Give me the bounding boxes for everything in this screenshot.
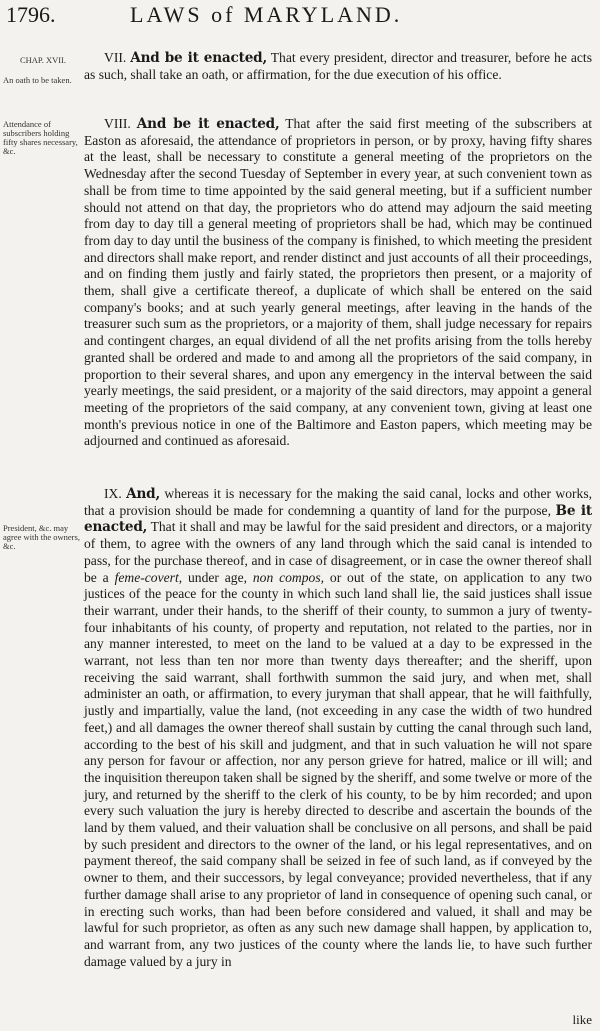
page-year: 1796. bbox=[6, 2, 56, 27]
section-7-text: That every president, director and treasurer, before he acts as such, shall take an oath, or affirmation, for the due execution of his office. bbox=[84, 50, 592, 82]
section-8-text: That after the said first meeting of the subscribers at Easton as aforesaid, the attendance of proprietors in person, or by proxy, having fifty shares at the least, shall be necessary to constitute a general meeting of the proprietors on the Wednesday after the second Tuesday of September in every year, at such convenient town as shall be from time to time appointed by the said general meeting, but if a sufficient number should not attend on that day, the proprietors who do attend may adjourn the said meeting from day to day till a general meeting of proprietors shall be had, which may be continued from day to day until the business of the company is finished, to which meeting the president and directors shall make report, and render distinct and just accounts of all their proceedings, and on finding them justly and fairly stated, the proprietors then present, or a majority of them, shall give a certificate thereof, a duplicate of which shall be entered on the said company's books; and at such yearly general meetings, after leaving in the hands of the treasurer such sum as the proprietors, or a majority of them, shall judge necessary for repairs and contingent charges, an equal dividend of all the net profits arising from the tolls hereby granted shall be ordered and made to and among all the proprietors of the said company, in proportion to their several shares, and upon any emergency in the interval between the said yearly meetings, the said president, or a majority of the said directors, may appoint a general meeting of the proprietors of the said company, at any convenient town, giving at least one month's previous notice in one of the Baltimore and Easton papers, which meeting may be adjourned and continued as aforesaid. bbox=[84, 116, 593, 449]
section-9-text-a: whereas it is necessary for the making the said canal, locks and other works, that a provision should be made for condemning a quantity of land for the purpose, bbox=[84, 486, 593, 518]
section-9-lead: And, bbox=[126, 486, 161, 502]
section-7-enacting-clause: And be it enacted, bbox=[130, 50, 267, 66]
section-9-text-c: under age, bbox=[187, 569, 248, 585]
margin-note-oath: An oath to be taken. bbox=[3, 75, 72, 85]
catchword: like bbox=[572, 1012, 592, 1027]
section-9-non-compos: non compos, bbox=[252, 569, 325, 585]
section-9 bbox=[84, 486, 592, 970]
section-8-number: VIII. bbox=[104, 116, 131, 131]
page-header bbox=[0, 2, 600, 32]
margin-note-agree: President, &c. may agree with the owners, &c. bbox=[3, 523, 80, 551]
page-title: LAWS of MARYLAND. bbox=[130, 2, 403, 27]
margin-note-chapter: CHAP. XVII. bbox=[19, 55, 67, 65]
margin-note-attendance: Attendance of subscribers holding fifty shares necessary, &c. bbox=[3, 119, 78, 156]
section-9-text-d: or out of the state, on application to any two justices of the peace for the county in which such land shall lie, the said justices shall issue their warrant, under their hands, to the sheriff of their county, to summon a jury of twenty-four inhabitants of his county, of property and reputation, not related to the parties, nor in any manner interested, to meet on the land to be valued at a day to be expressed in the warrant, not less than ten nor more than twenty days thereafter; and the sheriff, upon receiving the said warrant, shall forthwith summon the said jury, and when met, shall administer an oath, or affirmation, to every juryman that shall appear, that he will faithfully, justly and impartially, value the land, (not exceeding in any case the width of two hundred feet,) and all damages the owner thereof shall sustain by cutting the canal through such land, according to the best of his skill and judgment, and that in such valuation he will not spare any person for favour or affection, nor any person grieve for hatred, malice or ill will; and the inquisition thereupon taken shall be signed by the sheriff, and some twelve or more of the jury, and returned by the sheriff to the clerk of his county, to be by him recorded; and upon every such valuation the jury is hereby directed to describe and ascertain the bounds of the land by them valued, and their valuation shall be conclusive on all persons, and shall be paid by such president and directors to the owner of the land, or his legal representatives, and on payment thereof, the said company shall be seized in fee of such land, as if conveyed by the owner to them, and their successors, by legal conveyance; provided nevertheless, that if any further damage shall arise to any proprietor of land in consequence of opening such canal, or in erecting such works, than had been before considered and valued, it shall and may be lawful for such proprietor, as often as any such new damage shall happen, by application to, and warrant from, any two justices of the county where the lands lie, to have such further damage valued by a jury in bbox=[84, 569, 592, 969]
section-8 bbox=[84, 116, 592, 450]
section-9-text-b: That it shall and may be lawful for the said president and directors, or a majority of them, to agree with the owners of any land through which the said canal is intended to pass, for the purchase thereof, and in case of disagreement, or in case the owner thereof shall be a bbox=[84, 519, 592, 585]
section-7 bbox=[84, 50, 592, 83]
section-7-number: VII. bbox=[104, 50, 127, 65]
section-9-enacting-clause: Be it enacted, bbox=[84, 502, 592, 536]
section-9-feme-covert: feme-covert, bbox=[114, 569, 183, 585]
section-8-enacting-clause: And be it enacted, bbox=[136, 116, 280, 132]
section-9-number: IX. bbox=[104, 486, 122, 501]
